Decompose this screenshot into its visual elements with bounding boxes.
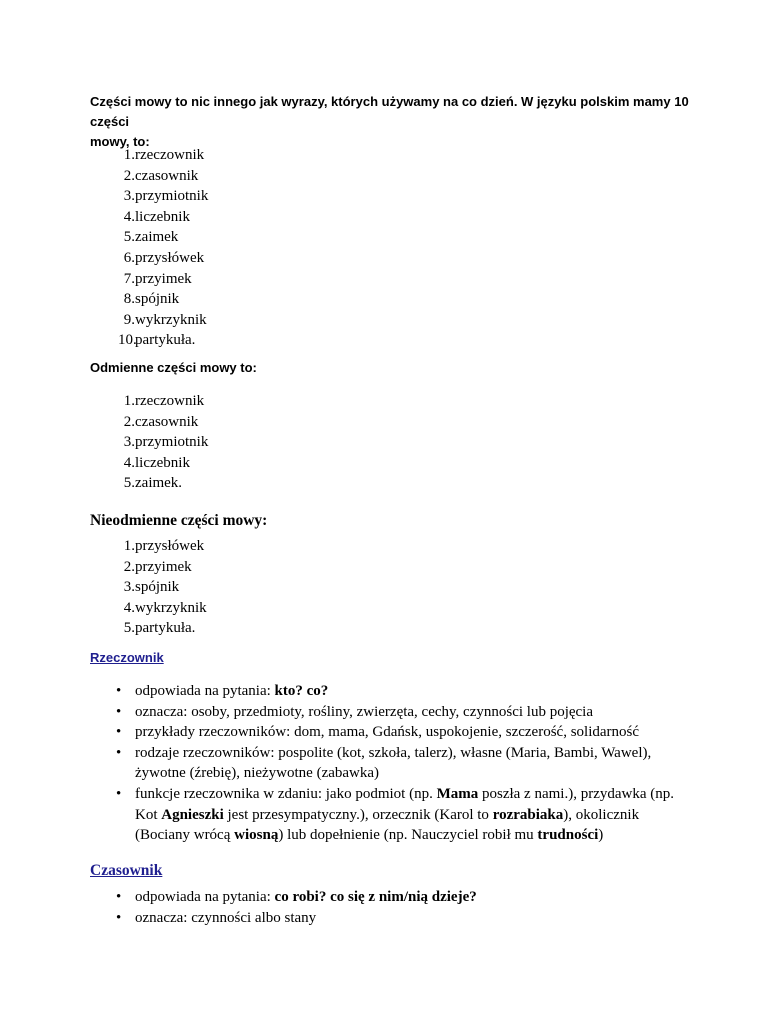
list-item: 4. liczebnik: [123, 208, 190, 225]
list-item: 9. wykrzyknik: [123, 311, 207, 328]
bullet-icon: •: [116, 683, 122, 699]
list-item: • funkcje rzeczownika w zdaniu: jako podmiot (np. Mama poszła z nami.), przydawka (np. Kot Agnieszki jest przesympatyczny.), orzecznik (Karol to rozrabiaka), okolicznik (Bociany wrócą wiosną) lub dopełnienie (np. Nauczyciel robił mu trudności): [116, 785, 674, 844]
all-parts-list: [90, 145, 208, 351]
list-item: 5. zaimek: [123, 229, 179, 246]
intro-paragraph: [90, 92, 690, 152]
rzeczownik-link[interactable]: Rzeczownik: [90, 650, 164, 665]
list-item: • oznacza: osoby, przedmioty, rośliny, zwierzęta, cechy, czynności lub pojęcia: [90, 702, 690, 723]
bullet-icon: •: [116, 744, 122, 761]
list-item: 3. przymiotnik: [123, 434, 209, 451]
list-item: 8. spójnik: [123, 291, 180, 308]
list-item: 4. wykrzyknik: [123, 599, 207, 616]
bullet-icon: •: [116, 889, 122, 905]
list-item: • oznacza: czynności albo stany: [90, 908, 690, 929]
inflected-list: [90, 391, 208, 494]
uninflected-heading: Nieodmienne części mowy:: [90, 512, 268, 529]
list-item: • odpowiada na pytania: kto? co?: [90, 681, 690, 702]
list-item: 1. przysłówek: [123, 538, 205, 554]
list-item: 10. partykuła.: [118, 332, 196, 349]
list-item: • rodzaje rzeczowników: pospolite (kot, szkoła, talerz), własne (Maria, Bambi, Wawel), żywotne (źrebię), nieżywotne (zabawka): [116, 744, 652, 782]
czasownik-bullet-list: [90, 887, 690, 928]
list-item: 1. rzeczownik: [123, 393, 205, 409]
rzeczownik-bullet-list: [90, 681, 690, 846]
list-item: 6. przysłówek: [123, 249, 205, 266]
list-item: 2. czasownik: [123, 413, 199, 430]
bullet-icon: •: [116, 785, 122, 802]
list-item: 1. rzeczownik: [123, 147, 205, 163]
bullet-icon: •: [116, 909, 122, 926]
list-item: 3. przymiotnik: [123, 188, 209, 205]
list-item: 5. zaimek.: [123, 475, 183, 492]
list-item: 5. partykuła.: [123, 620, 196, 637]
list-item: 3. spójnik: [123, 579, 180, 596]
list-item: • odpowiada na pytania: co robi? co się z nim/nią dzieje?: [90, 887, 690, 908]
list-item: 2. przyimek: [123, 558, 192, 575]
czasownik-link[interactable]: Czasownik: [90, 862, 163, 879]
list-item: 2. czasownik: [123, 167, 199, 184]
bullet-icon: •: [116, 724, 122, 741]
list-item: 4. liczebnik: [123, 454, 190, 471]
intro-line-1: Części mowy to nic innego jak wyrazy, których używamy na co dzień. W języku polskim mamy 10 części: [90, 94, 689, 129]
list-item: 7. przyimek: [123, 270, 192, 287]
bullet-icon: •: [116, 703, 122, 720]
inflected-heading: Odmienne części mowy to:: [90, 360, 257, 375]
uninflected-list: [90, 536, 207, 639]
intro-line-2: mowy, to:: [90, 134, 150, 149]
list-item: • przykłady rzeczowników: dom, mama, Gdańsk, uspokojenie, szczerość, solidarność: [90, 722, 690, 743]
